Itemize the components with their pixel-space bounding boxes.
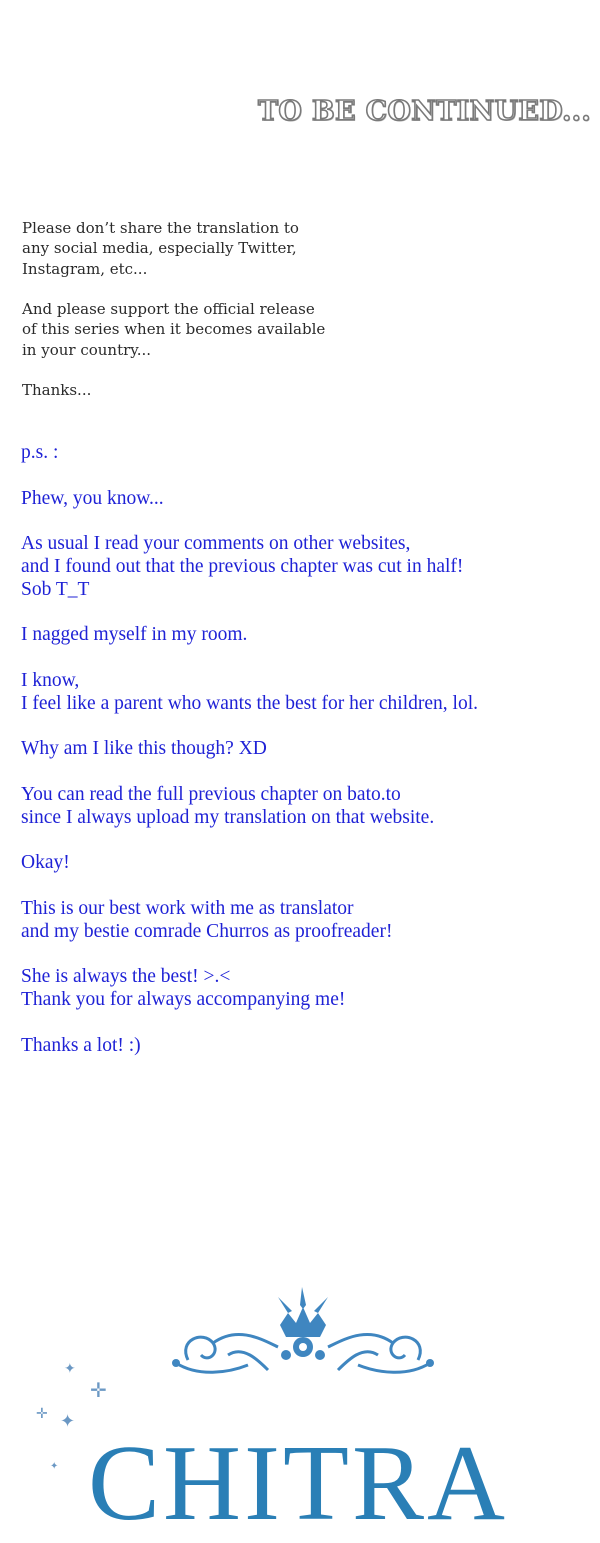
text-line: This is our best work with me as translator [21,897,354,919]
text-line: Sob T_T [21,578,90,600]
text-line: She is always the best! >.< [21,966,231,988]
ornamental-crown-icon [168,1285,438,1390]
paragraph-gap [21,602,581,625]
sparkle-icon: ✦ [64,1361,76,1377]
text-line: I know, [21,669,80,691]
text-line: Why am I like this though? XD [21,738,267,760]
text-line: Thanks a lot! :) [21,1034,141,1056]
text-line: Thank you for always accompanying me! [21,989,346,1011]
translation-notice [22,218,442,401]
paragraph-gap [21,716,581,739]
text-line: any social media, especially Twitter, [22,239,297,258]
paragraph-gap [22,279,442,299]
paragraph-gap [21,761,581,784]
to-be-continued-title: TO BE CONTINUED... [258,96,592,127]
text-line: Please don’t share the translation to [22,219,299,237]
text-line: in your country... [22,340,152,359]
paragraph-gap [21,1012,581,1035]
sparkle-icon: ✛ [90,1378,107,1402]
text-line: You can read the full previous chapter on bato.to [21,783,401,805]
chitra-brand-text: CHITRA [88,1424,508,1543]
paragraph-gap [22,360,442,380]
sparkle-icon: ✦ [50,1461,59,1472]
paragraph-gap [21,944,581,967]
text-line: Okay! [21,852,70,874]
text-line: and I found out that the previous chapter was cut in half! [21,555,464,577]
text-line: and my bestie comrade Churros as proofreader! [21,920,393,942]
text-line: As usual I read your comments on other websites, [21,533,411,555]
text-line: Phew, you know... [21,487,164,509]
text-line: Thanks... [22,381,92,400]
paragraph-gap [21,465,581,488]
text-line: I feel like a parent who wants the best for her children, lol. [21,692,479,714]
sparkle-icon: ✛ [36,1406,48,1422]
paragraph-gap [21,875,581,898]
sparkle-icon: ✦ [60,1411,76,1432]
text-line: of this series when it becomes available [22,320,326,339]
text-line: p.s. : [21,442,59,463]
paragraph-gap [21,510,581,533]
text-line: And please support the official release [22,300,315,319]
text-line: since I always upload my translation on that website. [21,806,435,828]
paragraph-gap [21,830,581,853]
text-line: Instagram, etc... [22,259,148,278]
text-line: I nagged myself in my room. [21,624,248,646]
translator-postscript [21,442,581,1058]
paragraph-gap [21,647,581,670]
